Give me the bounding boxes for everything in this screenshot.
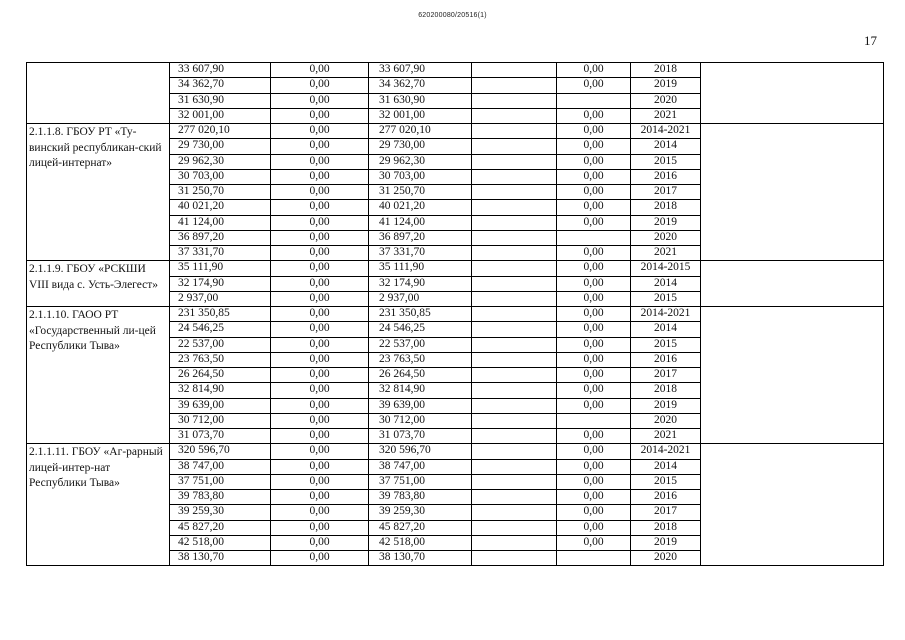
regional-cell: 31 250,70	[369, 185, 472, 200]
extra-budget-cell: 0,00	[557, 337, 631, 352]
federal-cell: 0,00	[271, 444, 369, 459]
extra-budget-cell: 0,00	[557, 215, 631, 230]
extra-budget-cell: 0,00	[557, 474, 631, 489]
extra-budget-cell: 0,00	[557, 291, 631, 306]
regional-cell: 32 001,00	[369, 108, 472, 123]
municipal-cell	[472, 215, 557, 230]
federal-cell: 0,00	[271, 63, 369, 78]
total-cell: 33 607,90	[170, 63, 271, 78]
federal-cell: 0,00	[271, 246, 369, 261]
extra-budget-cell: 0,00	[557, 124, 631, 139]
regional-cell: 33 607,90	[369, 63, 472, 78]
notes-cell	[701, 444, 884, 566]
table-row	[27, 261, 884, 276]
regional-cell: 39 783,80	[369, 490, 472, 505]
regional-cell: 35 111,90	[369, 261, 472, 276]
year-cell: 2020	[631, 551, 701, 566]
program-item-label: 2.1.1.11. ГБОУ «Аг-рарный лицей-интер-нат Республики Тыва»	[27, 444, 170, 566]
federal-cell: 0,00	[271, 215, 369, 230]
extra-budget-cell: 0,00	[557, 169, 631, 184]
municipal-cell	[472, 124, 557, 139]
table-row	[27, 63, 884, 78]
regional-cell: 23 763,50	[369, 352, 472, 367]
federal-cell: 0,00	[271, 337, 369, 352]
table-row	[27, 444, 884, 459]
total-cell: 37 751,00	[170, 474, 271, 489]
extra-budget-cell	[557, 551, 631, 566]
federal-cell: 0,00	[271, 398, 369, 413]
regional-cell: 31 630,90	[369, 93, 472, 108]
federal-cell: 0,00	[271, 169, 369, 184]
regional-cell: 39 259,30	[369, 505, 472, 520]
municipal-cell	[472, 368, 557, 383]
total-cell: 29 730,00	[170, 139, 271, 154]
total-cell: 39 259,30	[170, 505, 271, 520]
extra-budget-cell: 0,00	[557, 490, 631, 505]
extra-budget-cell: 0,00	[557, 108, 631, 123]
regional-cell: 38 130,70	[369, 551, 472, 566]
federal-cell: 0,00	[271, 368, 369, 383]
extra-budget-cell: 0,00	[557, 368, 631, 383]
federal-cell: 0,00	[271, 261, 369, 276]
year-cell: 2021	[631, 246, 701, 261]
municipal-cell	[472, 474, 557, 489]
municipal-cell	[472, 307, 557, 322]
total-cell: 30 712,00	[170, 413, 271, 428]
total-cell: 23 763,50	[170, 352, 271, 367]
total-cell: 42 518,00	[170, 535, 271, 550]
regional-cell: 37 751,00	[369, 474, 472, 489]
year-cell: 2014	[631, 322, 701, 337]
municipal-cell	[472, 63, 557, 78]
year-cell: 2019	[631, 78, 701, 93]
year-cell: 2018	[631, 520, 701, 535]
total-cell: 24 546,25	[170, 322, 271, 337]
extra-budget-cell: 0,00	[557, 535, 631, 550]
year-cell: 2018	[631, 200, 701, 215]
total-cell: 31 250,70	[170, 185, 271, 200]
total-cell: 31 630,90	[170, 93, 271, 108]
municipal-cell	[472, 505, 557, 520]
municipal-cell	[472, 154, 557, 169]
year-cell: 2014	[631, 459, 701, 474]
extra-budget-cell: 0,00	[557, 307, 631, 322]
extra-budget-cell: 0,00	[557, 246, 631, 261]
year-cell: 2014	[631, 139, 701, 154]
extra-budget-cell: 0,00	[557, 261, 631, 276]
regional-cell: 30 703,00	[369, 169, 472, 184]
extra-budget-cell: 0,00	[557, 383, 631, 398]
municipal-cell	[472, 261, 557, 276]
federal-cell: 0,00	[271, 200, 369, 215]
year-cell: 2016	[631, 169, 701, 184]
regional-cell: 29 730,00	[369, 139, 472, 154]
federal-cell: 0,00	[271, 505, 369, 520]
regional-cell: 42 518,00	[369, 535, 472, 550]
extra-budget-cell	[557, 93, 631, 108]
year-cell: 2020	[631, 230, 701, 245]
regional-cell: 22 537,00	[369, 337, 472, 352]
municipal-cell	[472, 383, 557, 398]
notes-cell	[701, 124, 884, 261]
municipal-cell	[472, 490, 557, 505]
federal-cell: 0,00	[271, 276, 369, 291]
federal-cell: 0,00	[271, 490, 369, 505]
year-cell: 2021	[631, 108, 701, 123]
total-cell: 38 747,00	[170, 459, 271, 474]
regional-cell: 277 020,10	[369, 124, 472, 139]
notes-cell	[701, 261, 884, 307]
regional-cell: 37 331,70	[369, 246, 472, 261]
year-cell: 2016	[631, 490, 701, 505]
total-cell: 32 174,90	[170, 276, 271, 291]
federal-cell: 0,00	[271, 322, 369, 337]
municipal-cell	[472, 185, 557, 200]
total-cell: 34 362,70	[170, 78, 271, 93]
document-id: 620200080/20516(1)	[418, 12, 487, 19]
funding-table	[26, 62, 884, 566]
year-cell: 2018	[631, 383, 701, 398]
total-cell: 231 350,85	[170, 307, 271, 322]
extra-budget-cell	[557, 413, 631, 428]
year-cell: 2015	[631, 291, 701, 306]
year-cell: 2015	[631, 474, 701, 489]
year-cell: 2020	[631, 93, 701, 108]
total-cell: 45 827,20	[170, 520, 271, 535]
regional-cell: 32 174,90	[369, 276, 472, 291]
total-cell: 40 021,20	[170, 200, 271, 215]
extra-budget-cell: 0,00	[557, 185, 631, 200]
regional-cell: 45 827,20	[369, 520, 472, 535]
federal-cell: 0,00	[271, 154, 369, 169]
regional-cell: 29 962,30	[369, 154, 472, 169]
extra-budget-cell	[557, 230, 631, 245]
municipal-cell	[472, 398, 557, 413]
total-cell: 30 703,00	[170, 169, 271, 184]
regional-cell: 38 747,00	[369, 459, 472, 474]
federal-cell: 0,00	[271, 383, 369, 398]
total-cell: 31 073,70	[170, 429, 271, 444]
extra-budget-cell: 0,00	[557, 276, 631, 291]
federal-cell: 0,00	[271, 307, 369, 322]
total-cell: 32 814,90	[170, 383, 271, 398]
total-cell: 35 111,90	[170, 261, 271, 276]
federal-cell: 0,00	[271, 93, 369, 108]
year-cell: 2017	[631, 368, 701, 383]
regional-cell: 231 350,85	[369, 307, 472, 322]
year-cell: 2014-2015	[631, 261, 701, 276]
municipal-cell	[472, 322, 557, 337]
program-item-label: 2.1.1.8. ГБОУ РТ «Ту-винский республикан-ский лицей-интернат»	[27, 124, 170, 261]
regional-cell: 32 814,90	[369, 383, 472, 398]
regional-cell: 40 021,20	[369, 200, 472, 215]
federal-cell: 0,00	[271, 352, 369, 367]
municipal-cell	[472, 535, 557, 550]
federal-cell: 0,00	[271, 78, 369, 93]
municipal-cell	[472, 169, 557, 184]
regional-cell: 31 073,70	[369, 429, 472, 444]
year-cell: 2015	[631, 154, 701, 169]
federal-cell: 0,00	[271, 520, 369, 535]
extra-budget-cell: 0,00	[557, 154, 631, 169]
municipal-cell	[472, 444, 557, 459]
total-cell: 37 331,70	[170, 246, 271, 261]
table-row	[27, 307, 884, 322]
year-cell: 2019	[631, 535, 701, 550]
federal-cell: 0,00	[271, 429, 369, 444]
municipal-cell	[472, 459, 557, 474]
federal-cell: 0,00	[271, 535, 369, 550]
year-cell: 2014-2021	[631, 124, 701, 139]
notes-cell	[701, 63, 884, 124]
total-cell: 36 897,20	[170, 230, 271, 245]
federal-cell: 0,00	[271, 185, 369, 200]
regional-cell: 41 124,00	[369, 215, 472, 230]
regional-cell: 34 362,70	[369, 78, 472, 93]
federal-cell: 0,00	[271, 474, 369, 489]
program-item-label: 2.1.1.9. ГБОУ «РСКШИ VIII вида с. Усть-Элегест»	[27, 261, 170, 307]
federal-cell: 0,00	[271, 230, 369, 245]
total-cell: 26 264,50	[170, 368, 271, 383]
total-cell: 41 124,00	[170, 215, 271, 230]
total-cell: 320 596,70	[170, 444, 271, 459]
total-cell: 277 020,10	[170, 124, 271, 139]
total-cell: 2 937,00	[170, 291, 271, 306]
federal-cell: 0,00	[271, 124, 369, 139]
extra-budget-cell: 0,00	[557, 352, 631, 367]
extra-budget-cell: 0,00	[557, 200, 631, 215]
municipal-cell	[472, 276, 557, 291]
extra-budget-cell: 0,00	[557, 520, 631, 535]
page-number: 17	[864, 33, 877, 48]
total-cell: 29 962,30	[170, 154, 271, 169]
year-cell: 2017	[631, 185, 701, 200]
federal-cell: 0,00	[271, 551, 369, 566]
year-cell: 2019	[631, 215, 701, 230]
year-cell: 2017	[631, 505, 701, 520]
extra-budget-cell: 0,00	[557, 322, 631, 337]
year-cell: 2014	[631, 276, 701, 291]
program-item-label	[27, 63, 170, 124]
year-cell: 2015	[631, 337, 701, 352]
regional-cell: 24 546,25	[369, 322, 472, 337]
total-cell: 39 639,00	[170, 398, 271, 413]
extra-budget-cell: 0,00	[557, 444, 631, 459]
regional-cell: 39 639,00	[369, 398, 472, 413]
municipal-cell	[472, 200, 557, 215]
year-cell: 2021	[631, 429, 701, 444]
municipal-cell	[472, 78, 557, 93]
municipal-cell	[472, 230, 557, 245]
year-cell: 2014-2021	[631, 307, 701, 322]
table-body	[27, 63, 884, 566]
year-cell: 2016	[631, 352, 701, 367]
regional-cell: 320 596,70	[369, 444, 472, 459]
total-cell: 22 537,00	[170, 337, 271, 352]
year-cell: 2014-2021	[631, 444, 701, 459]
extra-budget-cell: 0,00	[557, 505, 631, 520]
municipal-cell	[472, 93, 557, 108]
municipal-cell	[472, 246, 557, 261]
federal-cell: 0,00	[271, 413, 369, 428]
municipal-cell	[472, 551, 557, 566]
municipal-cell	[472, 520, 557, 535]
municipal-cell	[472, 291, 557, 306]
total-cell: 39 783,80	[170, 490, 271, 505]
extra-budget-cell: 0,00	[557, 78, 631, 93]
regional-cell: 30 712,00	[369, 413, 472, 428]
program-item-label: 2.1.1.10. ГАОО РТ «Государственный ли-цей Республики Тыва»	[27, 307, 170, 444]
total-cell: 32 001,00	[170, 108, 271, 123]
extra-budget-cell: 0,00	[557, 429, 631, 444]
total-cell: 38 130,70	[170, 551, 271, 566]
federal-cell: 0,00	[271, 291, 369, 306]
municipal-cell	[472, 337, 557, 352]
notes-cell	[701, 307, 884, 444]
municipal-cell	[472, 108, 557, 123]
regional-cell: 2 937,00	[369, 291, 472, 306]
regional-cell: 26 264,50	[369, 368, 472, 383]
year-cell: 2020	[631, 413, 701, 428]
municipal-cell	[472, 352, 557, 367]
municipal-cell	[472, 413, 557, 428]
table-row	[27, 124, 884, 139]
year-cell: 2018	[631, 63, 701, 78]
municipal-cell	[472, 139, 557, 154]
extra-budget-cell: 0,00	[557, 398, 631, 413]
extra-budget-cell: 0,00	[557, 139, 631, 154]
federal-cell: 0,00	[271, 108, 369, 123]
federal-cell: 0,00	[271, 459, 369, 474]
municipal-cell	[472, 429, 557, 444]
regional-cell: 36 897,20	[369, 230, 472, 245]
extra-budget-cell: 0,00	[557, 63, 631, 78]
extra-budget-cell: 0,00	[557, 459, 631, 474]
year-cell: 2019	[631, 398, 701, 413]
federal-cell: 0,00	[271, 139, 369, 154]
